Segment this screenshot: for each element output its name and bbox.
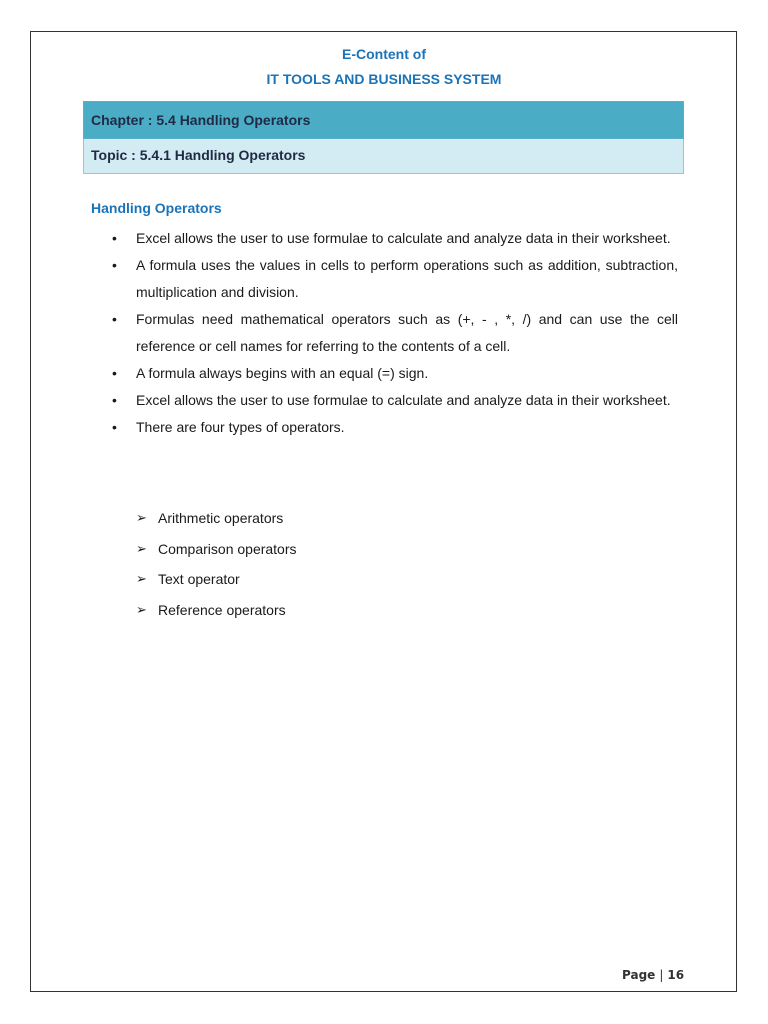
bullet-list	[108, 225, 678, 441]
arrow-bullet-icon: ➢	[136, 540, 147, 556]
bullet-icon: •	[112, 257, 117, 273]
bullet-icon: •	[112, 419, 117, 435]
operator-type-item	[136, 534, 297, 565]
page-footer	[622, 968, 684, 982]
bullet-text: Formulas need mathematical operators such as (+, - , *, /) and can use the cell reference or cell names for referring to the contents of a cell.	[136, 311, 678, 354]
operator-type-text: Reference operators	[158, 601, 286, 618]
bullet-item	[108, 306, 678, 360]
bullet-text: There are four types of operators.	[136, 419, 345, 435]
page-number: 16	[667, 968, 685, 982]
bullet-icon: •	[112, 365, 117, 381]
document-subtitle: E-Content of	[342, 46, 426, 62]
operator-type-list	[136, 503, 297, 625]
page-label: Page	[622, 968, 656, 982]
operator-type-item	[136, 564, 297, 595]
bullet-icon: •	[112, 230, 117, 246]
arrow-bullet-icon: ➢	[136, 571, 147, 586]
section-heading: Handling Operators	[91, 200, 222, 216]
bullet-item	[108, 225, 678, 252]
bullet-text: Excel allows the user to use formulae to calculate and analyze data in their worksheet.	[136, 392, 671, 408]
operator-type-item	[136, 503, 297, 534]
topic-label: Topic : 5.4.1 Handling Operators	[91, 147, 306, 163]
arrow-bullet-icon: ➢	[136, 510, 147, 525]
document-title: IT TOOLS AND BUSINESS SYSTEM	[266, 71, 502, 87]
chapter-label: Chapter : 5.4 Handling Operators	[91, 112, 311, 128]
topic-banner	[83, 139, 684, 174]
operator-type-item	[136, 595, 297, 626]
chapter-banner	[83, 101, 684, 139]
bullet-item	[108, 360, 678, 387]
operator-type-text: Text operator	[158, 571, 240, 587]
bullet-text: A formula uses the values in cells to perform operations such as addition, subtraction, multiplication and division.	[136, 257, 678, 300]
operator-type-text: Arithmetic operators	[158, 510, 284, 526]
page-separator: |	[659, 968, 664, 982]
operator-type-text: Comparison operators	[158, 540, 297, 557]
bullet-icon: •	[112, 311, 117, 327]
arrow-bullet-icon: ➢	[136, 601, 147, 617]
bullet-text: Excel allows the user to use formulae to calculate and analyze data in their worksheet.	[136, 230, 671, 246]
bullet-item	[108, 387, 678, 414]
bullet-item	[108, 414, 678, 441]
bullet-icon: •	[112, 392, 117, 408]
bullet-item	[108, 252, 678, 306]
bullet-text: A formula always begins with an equal (=) sign.	[136, 365, 429, 381]
